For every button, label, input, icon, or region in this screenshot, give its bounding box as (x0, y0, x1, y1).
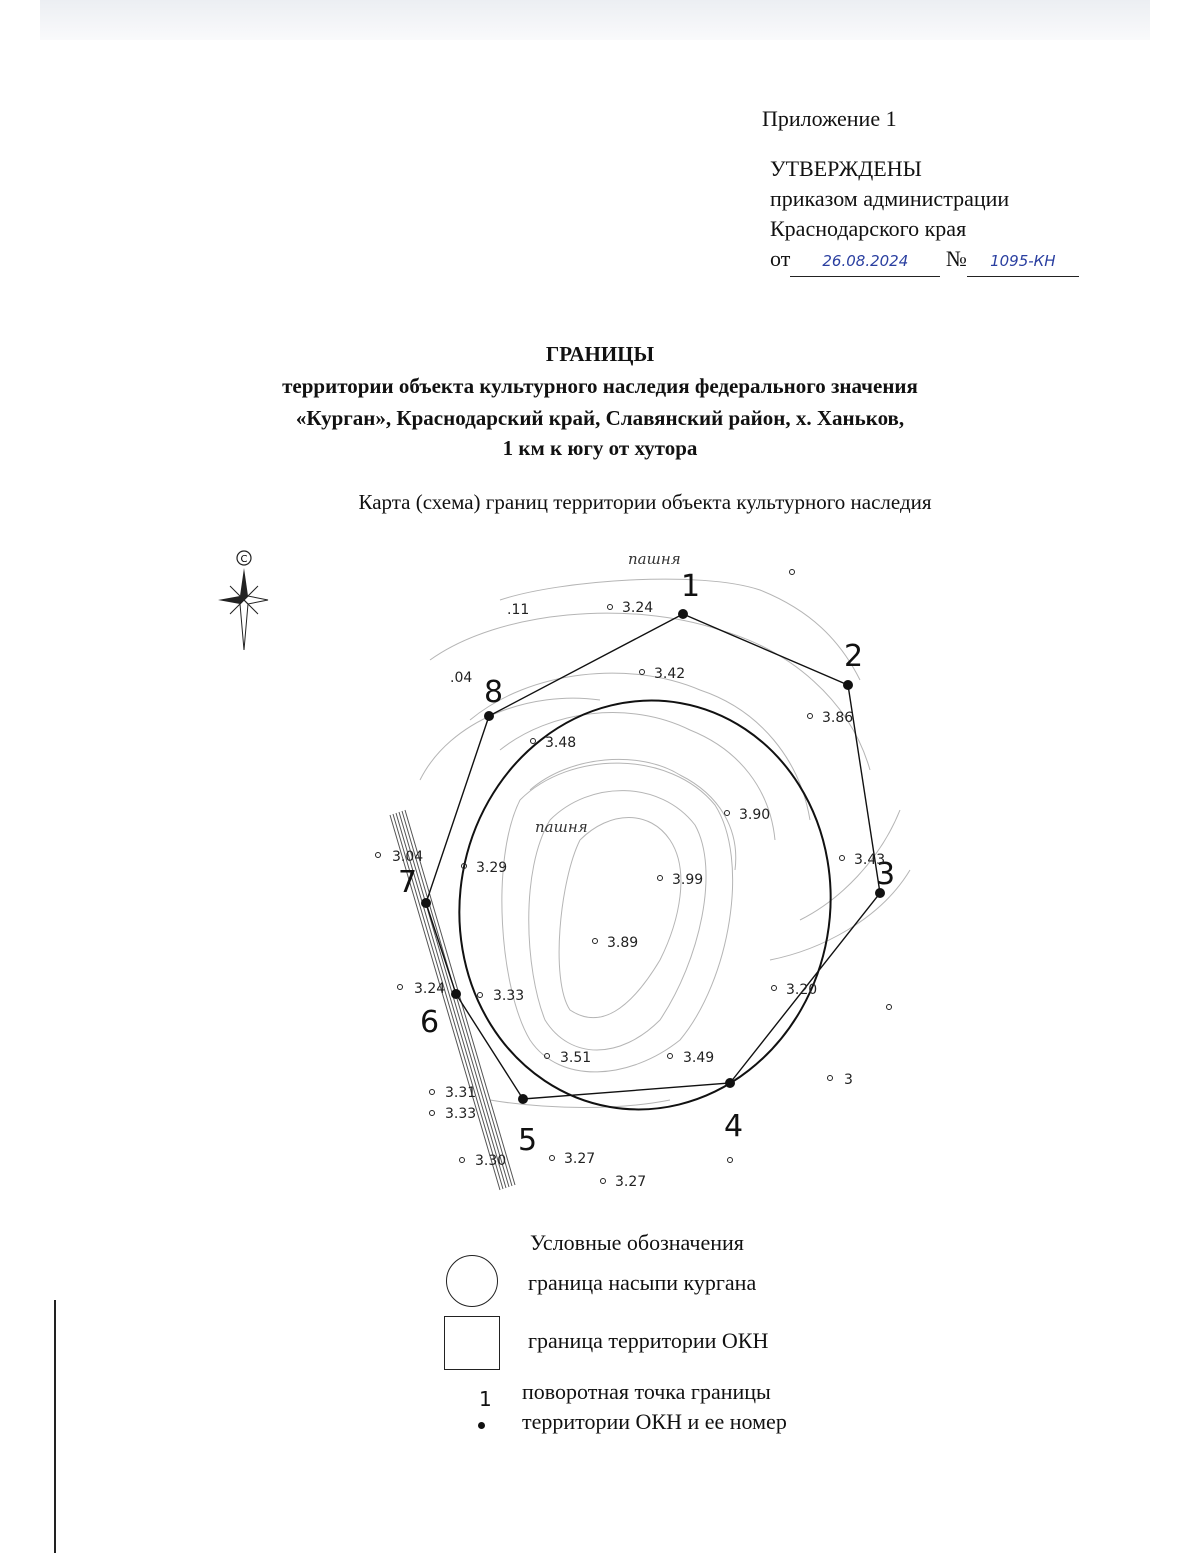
title-line-1: территории объекта культурного наследия федерального значения (282, 374, 918, 398)
svg-text:3.29: 3.29 (476, 860, 508, 876)
compass-icon (218, 551, 268, 650)
turning-point-label-7: 7 (398, 865, 418, 900)
approval-block (762, 104, 1079, 277)
turning-point-label-6: 6 (420, 1005, 440, 1040)
elevation-mark (725, 807, 771, 823)
legend-mound-symbol (446, 1255, 498, 1307)
turning-point-label-4: 4 (724, 1109, 744, 1144)
number-value: 1095-КН (967, 246, 1079, 277)
date-value: 26.08.2024 (790, 246, 940, 277)
appendix-label: Приложение 1 (762, 106, 897, 131)
elevation-mark (398, 981, 446, 997)
turning-point-label-3: 3 (876, 857, 896, 892)
legend-point-symbol (478, 1422, 485, 1429)
svg-text:3.31: 3.31 (445, 1085, 477, 1101)
svg-text:3.04: 3.04 (392, 849, 424, 865)
elevation-mark (840, 852, 886, 868)
svg-text:3.42: 3.42 (654, 666, 686, 682)
svg-text:3.27: 3.27 (564, 1151, 596, 1167)
turning-point-label-1: 1 (681, 569, 701, 604)
elevation-mark (545, 1050, 592, 1066)
svg-text:3: 3 (844, 1072, 853, 1088)
approval-line-1: приказом администрации (770, 186, 1010, 211)
date-prefix: от (770, 246, 791, 271)
svg-text:.11: .11 (507, 602, 530, 618)
approval-line-2: Краснодарского края (770, 216, 967, 241)
boundary-map (200, 540, 920, 1200)
compass-north-label: С (240, 554, 248, 565)
title-line-3: 1 км к югу от хутора (502, 436, 698, 460)
scan-artifact (40, 0, 1150, 40)
number-prefix: № (945, 246, 967, 271)
elevation-marks (376, 570, 892, 1191)
elevation-mark (668, 1050, 715, 1066)
svg-text:.04: .04 (450, 670, 473, 686)
elevation-mark (460, 1153, 507, 1169)
svg-text:3.48: 3.48 (545, 735, 577, 751)
svg-text:3.24: 3.24 (414, 981, 446, 997)
land-label-center: пашня (535, 818, 588, 836)
svg-text:3.33: 3.33 (445, 1106, 477, 1122)
elevation-mark (593, 935, 639, 951)
turning-point-7 (421, 898, 431, 908)
elevation-mark (430, 1085, 477, 1101)
svg-text:3.49: 3.49 (683, 1050, 715, 1066)
svg-text:3.43: 3.43 (854, 852, 886, 868)
scan-edge-line (54, 1300, 56, 1553)
svg-text:3.27: 3.27 (615, 1174, 647, 1190)
mound-boundary (427, 671, 863, 1139)
turning-point-label-8: 8 (484, 675, 504, 710)
elevation-mark (376, 849, 424, 865)
elevation-mark (462, 860, 508, 876)
elevation-mark (450, 670, 472, 686)
elevation-mark (658, 872, 704, 888)
svg-text:3.90: 3.90 (739, 807, 771, 823)
turning-point-1 (678, 609, 688, 619)
legend-point-number: 1 (479, 1387, 492, 1411)
legend-point-label (522, 1377, 787, 1437)
approved-label: УТВЕРЖДЕНЫ (770, 156, 922, 181)
legend-point-label-line-2: территории ОКН и ее номер (522, 1409, 787, 1434)
elevation-mark (772, 982, 818, 998)
turning-point-8 (484, 711, 494, 721)
land-label-top: пашня (628, 550, 681, 568)
title-line-2: «Курган», Краснодарский край, Славянский район, х. Ханьков, (295, 406, 905, 430)
svg-text:3.33: 3.33 (493, 988, 525, 1004)
turning-point-label-5: 5 (518, 1123, 538, 1158)
svg-text:3.30: 3.30 (475, 1153, 507, 1169)
legend-mound-label: граница насыпи кургана (528, 1270, 757, 1295)
legend-title: Условные обозначения (530, 1230, 744, 1255)
svg-text:3.51: 3.51 (560, 1050, 592, 1066)
svg-text:3.24: 3.24 (622, 600, 654, 616)
turning-point-4 (725, 1078, 735, 1088)
elevation-mark (478, 988, 525, 1004)
elevation-mark (808, 710, 854, 726)
turning-point-6 (451, 989, 461, 999)
svg-text:3.86: 3.86 (822, 710, 854, 726)
svg-text:3.89: 3.89 (607, 935, 639, 951)
legend-territory-label: граница территории ОКН (528, 1328, 769, 1353)
legend-point-label-line-1: поворотная точка границы (522, 1379, 771, 1404)
elevation-mark (640, 666, 686, 682)
elevation-mark (507, 602, 529, 618)
elevation-mark (828, 1072, 853, 1088)
svg-text:3.99: 3.99 (672, 872, 704, 888)
turning-point-label-2: 2 (844, 639, 864, 674)
elevation-mark (601, 1174, 647, 1190)
elevation-mark (550, 1151, 596, 1167)
approval-date-line (770, 244, 1079, 277)
document-title: ГРАНИЦЫ (545, 342, 655, 366)
turning-point-2 (843, 680, 853, 690)
svg-text:3.20: 3.20 (786, 982, 818, 998)
map-caption: Карта (схема) границ территории объекта культурного наследия (358, 490, 932, 514)
elevation-mark (430, 1106, 477, 1122)
legend-territory-symbol (444, 1316, 500, 1370)
turning-point-5 (518, 1094, 528, 1104)
